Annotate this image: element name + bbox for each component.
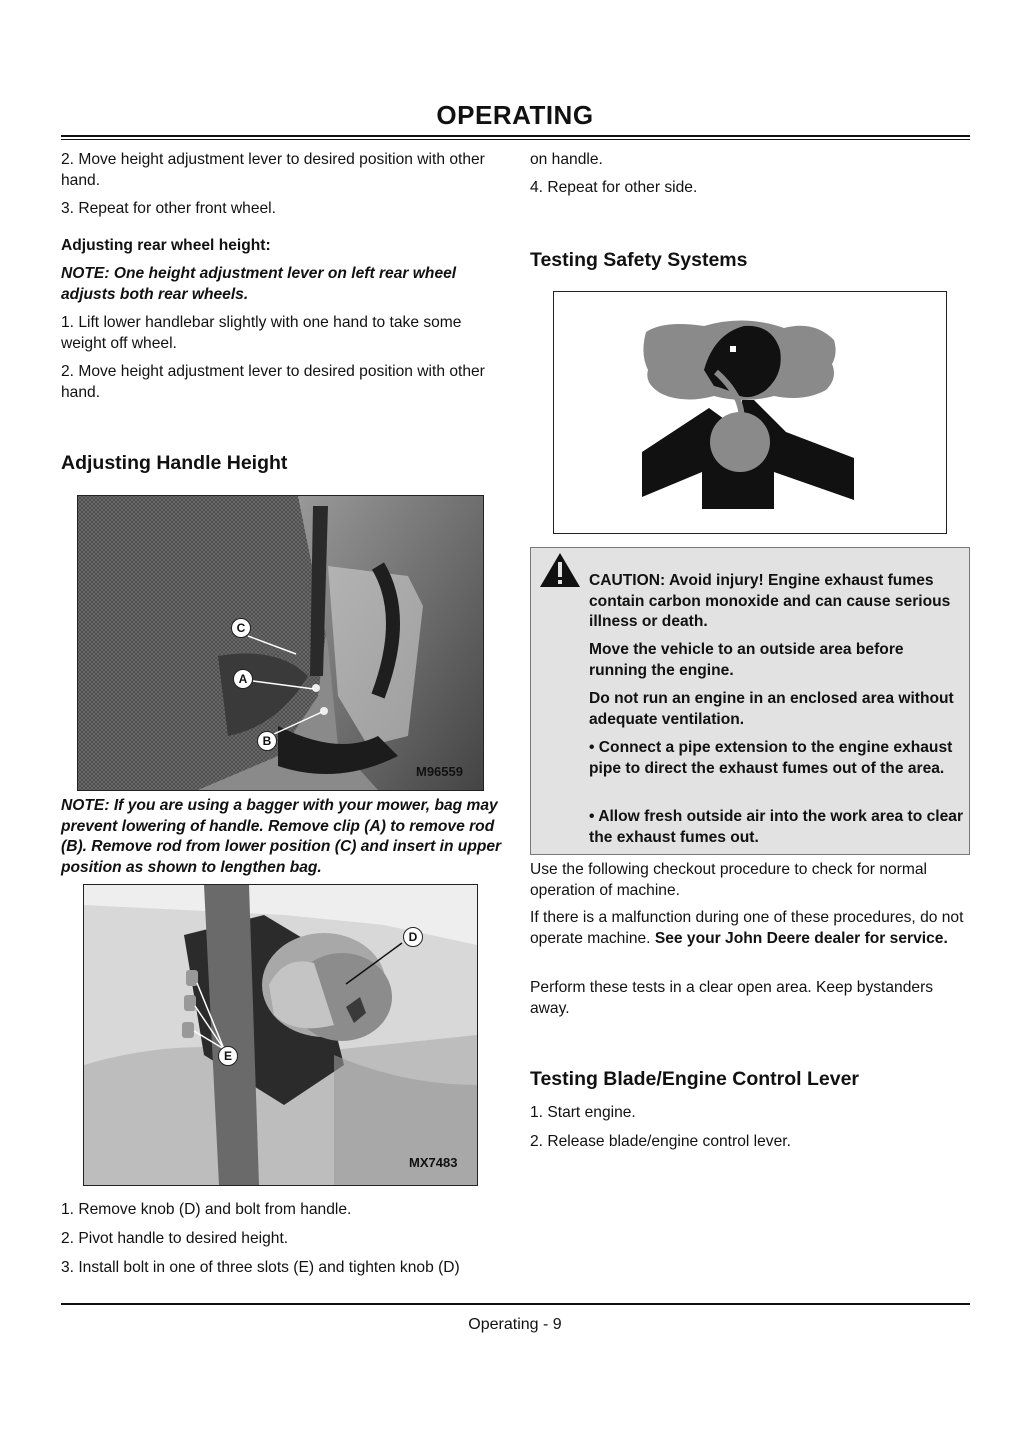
page-title: OPERATING [436,100,594,130]
callout-e: E [218,1046,238,1066]
malfunction-plain: If there is a malfunction during one of these procedures, do not operate machine. [530,909,964,947]
malfunction-text [530,908,970,949]
blade-control-heading: Testing Blade/Engine Control Lever [530,1068,860,1090]
bagger-illustration [78,496,483,790]
handle-height-heading: Adjusting Handle Height [61,452,288,474]
safety-heading: Testing Safety Systems [530,249,748,271]
caution-statement: CAUTION: Avoid injury! Engine exhaust fumes contain carbon monoxide and can cause serious illness or death. [589,572,951,630]
front-step-2: 2. Move height adjustment lever to desired position with other hand. [61,151,485,189]
footer-rule [61,1303,970,1305]
handle-step-2: 2. Pivot handle to desired height. [61,1230,289,1247]
figure-id: MX7483 [409,1155,458,1170]
callout-c: C [231,618,251,638]
caution-bullet-air: • Allow fresh outside air into the work area to clear the exhaust fumes out. [589,808,964,846]
caution-bullet-pipe: • Connect a pipe extension to the engine exhaust pipe to direct the exhaust fumes out of the area. [589,739,953,777]
page-footer: Operating - 9 [468,1316,562,1333]
blade-step-2: 2. Release blade/engine control lever. [530,1133,791,1150]
front-step-3: 3. Repeat for other front wheel. [61,200,276,217]
title-rule [61,135,970,137]
dealer-service: See your John Deere dealer for service. [654,929,948,947]
caution-ventilation: Do not run an engine in an enclosed area without adequate ventilation. [589,690,954,728]
caution-outside: Move the vehicle to an outside area before running the engine. [589,641,904,679]
bagger-note: NOTE: If you are using a bagger with your mower, bag may prevent lowering of handle. Remove clip (A) to remove rod (B). Remove rod from lower position (C) and insert in upper position as shown to lengthen bag. [61,797,502,876]
figure-id: M96559 [416,764,463,779]
callout-d: D [403,927,423,947]
title-rule-thin [61,139,970,140]
rear-wheel-note: NOTE: One height adjustment lever on left rear wheel adjusts both rear wheels. [61,265,457,303]
clear-area-text: Perform these tests in a clear open area. Keep bystanders away. [530,979,934,1017]
handle-step-3: 3. Install bolt in one of three slots (E) and tighten knob (D) [61,1259,460,1276]
callout-b: B [257,731,277,751]
rear-step-2: 2. Move height adjustment lever to desired position with other hand. [61,363,485,401]
bagger-figure [77,495,484,791]
caution-box [530,547,970,855]
warning-triangle-icon [539,552,581,588]
exhaust-hazard-figure [553,291,947,534]
right-step-4: 4. Repeat for other side. [530,179,698,196]
handle-step-1: 1. Remove knob (D) and bolt from handle. [61,1201,352,1218]
rear-wheel-heading: Adjusting rear wheel height: [61,237,271,254]
right-continuation: on handle. [530,151,603,168]
checkout-text: Use the following checkout procedure to check for normal operation of machine. [530,861,927,899]
blade-step-1: 1. Start engine. [530,1104,636,1121]
knob-figure [83,884,478,1186]
exhaust-hazard-pictogram [554,292,946,533]
rear-step-1: 1. Lift lower handlebar slightly with one hand to take some weight off wheel. [61,314,462,352]
callout-a: A [233,669,253,689]
